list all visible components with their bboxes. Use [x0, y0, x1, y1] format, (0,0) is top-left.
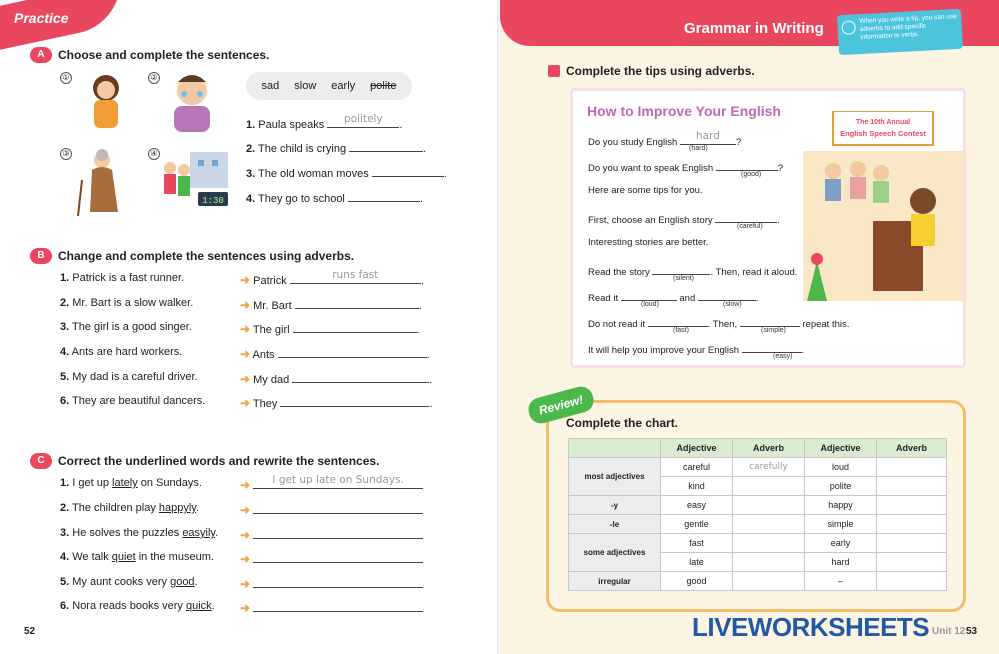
chart-answer-cell[interactable]: [877, 572, 947, 591]
tip-row-8: Do not read it . Then, repeat this.: [588, 315, 849, 330]
c-answer-line-6: [240, 600, 423, 615]
contest-sign-line-1: The 10th Annual: [855, 119, 911, 126]
tip-blank[interactable]: [648, 315, 708, 327]
arrow-right-icon: ➜: [240, 528, 251, 542]
chart-answer-cell[interactable]: [877, 458, 947, 477]
answer-blank[interactable]: [372, 165, 444, 177]
chart-answer-cell[interactable]: [733, 534, 805, 553]
answer-blank[interactable]: [295, 297, 419, 309]
chart-cell: polite: [805, 477, 877, 496]
chart-category: -y: [569, 496, 661, 515]
pencil-icon: [548, 65, 560, 77]
arrow-right-icon: ➜: [240, 478, 251, 492]
chart-row: [569, 496, 947, 515]
tip-row-6: Read the story . Then, read it aloud.: [588, 263, 797, 278]
hint-label: (fast): [673, 327, 689, 334]
review-heading: [566, 416, 678, 430]
tip-blank[interactable]: [742, 341, 802, 353]
underlined-word: quiet: [111, 551, 136, 563]
c-answer-line-2: [240, 502, 423, 517]
hint-label: (easy): [773, 353, 793, 360]
answer-blank[interactable]: [278, 346, 427, 358]
chart-category: some adjectives: [569, 534, 661, 572]
crying-boy-image: [160, 68, 224, 134]
arrow-right-icon: ➜: [240, 503, 251, 517]
chart-row: [569, 458, 947, 477]
hint-label: (careful): [737, 223, 763, 230]
answer-blank[interactable]: [349, 140, 423, 152]
underlined-word: good: [170, 576, 195, 588]
lightbulb-icon: [841, 20, 856, 35]
answer-blank[interactable]: I get up late on Sundays.: [253, 477, 423, 489]
tip-box: [837, 9, 963, 55]
a-item-1: 1. Paula speaks politely .: [246, 113, 403, 131]
answer-blank[interactable]: [253, 600, 423, 612]
answer-blank[interactable]: [253, 576, 423, 588]
tip-blank[interactable]: [716, 159, 778, 171]
chart-answer-cell[interactable]: carefully: [733, 458, 805, 477]
c-item-3: 3. He solves the puzzles easyily.: [60, 527, 219, 539]
arrow-right-icon: ➜: [240, 322, 251, 336]
chart-cell: careful: [661, 458, 733, 477]
contest-sign-line-2: English Speech Contest: [840, 129, 926, 138]
chart-answer-cell[interactable]: [733, 553, 805, 572]
chart-cell: late: [661, 553, 733, 572]
picture-number-3: ③: [60, 148, 72, 160]
hint-label: (loud): [641, 301, 659, 308]
old-woman-image: [72, 146, 136, 218]
tip-blank[interactable]: [652, 263, 710, 275]
tip-blank[interactable]: [621, 289, 677, 301]
answer-blank[interactable]: [280, 395, 429, 407]
answer-blank[interactable]: [293, 321, 417, 333]
tip-blank[interactable]: hard: [680, 133, 736, 145]
answer-blank[interactable]: [292, 371, 429, 383]
chart-answer-cell[interactable]: [733, 496, 805, 515]
section-a-badge: A: [30, 47, 52, 63]
chart-cell: –: [805, 572, 877, 591]
page-number-right: 53: [966, 626, 978, 637]
arrow-right-icon: ➜: [240, 372, 251, 386]
girl-speaking-image: [76, 68, 136, 134]
a-item-2: 2. The child is crying .: [246, 140, 426, 155]
c-item-5: 5. My aunt cooks very good.: [60, 576, 198, 588]
b-answer-line-6: ➜ They .: [240, 396, 433, 410]
page-number-left: 52: [24, 626, 36, 637]
tip-text: When you write a tip, you can use adverbs to add specific information to verbs.: [859, 13, 958, 42]
chart-cell: simple: [805, 515, 877, 534]
b-item-3: 3. The girl is a good singer.: [60, 321, 192, 333]
section-c-instruction: Correct the underlined words and rewrite the sentences.: [58, 454, 380, 468]
tips-panel-title: How to Improve Your English: [587, 103, 781, 119]
b-item-2: 2. Mr. Bart is a slow walker.: [60, 297, 194, 309]
b-answer-line-4: ➜ Ants .: [240, 347, 430, 361]
picture-number-1: ①: [60, 72, 72, 84]
chart-answer-cell[interactable]: [733, 515, 805, 534]
section-b-heading: [30, 248, 354, 264]
grammar-in-writing-title: Grammar in Writing: [684, 20, 824, 37]
hint-label: (hard): [689, 145, 708, 152]
adverb-chart: [568, 438, 947, 591]
chart-header: Adverb: [877, 439, 947, 458]
b-answer-line-5: ➜ My dad .: [240, 372, 433, 386]
underlined-word: lately: [112, 477, 138, 489]
chart-answer-cell[interactable]: [877, 553, 947, 572]
underlined-word: easyily: [182, 527, 216, 539]
kids-school-image: [158, 146, 230, 212]
chart-header: Adjective: [805, 439, 877, 458]
b-item-5: 5. My dad is a careful driver.: [60, 371, 198, 383]
chart-row: [569, 515, 947, 534]
answer-blank[interactable]: runs fast: [290, 272, 421, 284]
section-a-instruction: Choose and complete the sentences.: [58, 48, 270, 62]
b-answer-line-3: ➜ The girl .: [240, 322, 420, 336]
tip-blank[interactable]: [715, 211, 777, 223]
picture-number-2: ②: [148, 72, 160, 84]
hint-label: (good): [741, 171, 762, 178]
chart-cell: gentle: [661, 515, 733, 534]
clock-readout: 1:30: [202, 196, 224, 206]
chart-cell: hard: [805, 553, 877, 572]
liveworksheets-watermark[interactable]: LIVEWORKSHEETS: [692, 612, 930, 642]
chart-cell: good: [661, 572, 733, 591]
speech-contest-illustration: [803, 111, 963, 331]
review-instruction: Complete the chart.: [566, 416, 679, 430]
chart-answer-cell[interactable]: [877, 496, 947, 515]
tip-row-7: Read it and .: [588, 289, 759, 304]
tip-row-3: Here are some tips for you.: [588, 185, 703, 196]
section-c-heading: [30, 453, 379, 469]
chart-cell: happy: [805, 496, 877, 515]
word-bank: [246, 72, 412, 100]
chart-category: irregular: [569, 572, 661, 591]
word-bank-item: sad: [261, 80, 280, 92]
tips-heading: [548, 64, 755, 78]
chart-cell: loud: [805, 458, 877, 477]
c-answer-line-1: [240, 474, 423, 492]
hint-label: (simple): [761, 327, 786, 334]
unit-label: Unit 12: [932, 626, 966, 637]
answer-blank[interactable]: [348, 190, 420, 202]
section-b-instruction: Change and complete the sentences using adverbs.: [58, 249, 355, 263]
a-item-3: 3. The old woman moves .: [246, 165, 447, 180]
word-bank-item: slow: [294, 80, 317, 92]
tips-instruction: Complete the tips using adverbs.: [566, 64, 755, 78]
c-item-1: 1. I get up lately on Sundays.: [60, 477, 202, 489]
c-item-2: 2. The children play happyly.: [60, 502, 200, 514]
tip-blank[interactable]: [698, 289, 756, 301]
hint-label: (slow): [723, 301, 742, 308]
b-answer-line-2: ➜ Mr. Bart .: [240, 298, 422, 312]
answer-blank[interactable]: politely: [327, 116, 399, 128]
underlined-word: quick: [185, 600, 212, 612]
tips-panel: [570, 88, 966, 368]
chart-category: most adjectives: [569, 458, 661, 496]
right-page: [500, 0, 999, 654]
practice-title: Practice: [14, 10, 69, 26]
arrow-right-icon: ➜: [240, 577, 251, 591]
review-badge: Review!: [526, 384, 596, 426]
chart-row: [569, 572, 947, 591]
arrow-right-icon: ➜: [240, 298, 251, 312]
chart-category: -le: [569, 515, 661, 534]
arrow-right-icon: ➜: [240, 273, 251, 287]
tip-row-2: Do you want to speak English ?: [588, 159, 783, 174]
chart-header-row: [569, 439, 947, 458]
arrow-right-icon: ➜: [240, 601, 251, 615]
chart-header: Adverb: [733, 439, 805, 458]
c-answer-line-3: [240, 527, 423, 542]
tip-row-5: Interesting stories are better.: [588, 237, 709, 248]
b-item-4: 4. Ants are hard workers.: [60, 346, 183, 358]
arrow-right-icon: ➜: [240, 552, 251, 566]
chart-answer-cell[interactable]: [733, 572, 805, 591]
chart-answer-cell[interactable]: [733, 477, 805, 496]
answer-blank[interactable]: [253, 502, 423, 514]
section-b-badge: B: [30, 248, 52, 264]
arrow-right-icon: ➜: [240, 347, 251, 361]
tip-row-1: Do you study English hard ?: [588, 130, 742, 148]
arrow-right-icon: ➜: [240, 396, 251, 410]
answer-blank[interactable]: [253, 551, 423, 563]
picture-number-4: ④: [148, 148, 160, 160]
word-bank-item-used: polite: [370, 80, 397, 92]
tip-blank[interactable]: [740, 315, 800, 327]
answer-blank[interactable]: [253, 527, 423, 539]
section-c-badge: C: [30, 453, 52, 469]
a-item-4: 4. They go to school .: [246, 190, 423, 205]
b-item-6: 6. They are beautiful dancers.: [60, 395, 206, 407]
underlined-word: happyly: [158, 502, 196, 514]
chart-header: Adjective: [661, 439, 733, 458]
chart-corner: [569, 439, 661, 458]
chart-cell: early: [805, 534, 877, 553]
b-item-1: 1. Patrick is a fast runner.: [60, 272, 185, 284]
c-answer-line-5: [240, 576, 423, 591]
chart-answer-cell[interactable]: [877, 534, 947, 553]
hint-label: (silent): [673, 275, 695, 282]
chart-cell: easy: [661, 496, 733, 515]
chart-answer-cell[interactable]: [877, 477, 947, 496]
word-bank-item: early: [331, 80, 356, 92]
section-a-heading: [30, 47, 269, 63]
chart-answer-cell[interactable]: [877, 515, 947, 534]
c-item-6: 6. Nora reads books very quick.: [60, 600, 215, 612]
tip-row-4: First, choose an English story .: [588, 211, 780, 226]
chart-cell: kind: [661, 477, 733, 496]
chart-cell: fast: [661, 534, 733, 553]
b-answer-line-1: ➜ Patrick runs fast .: [240, 269, 424, 287]
chart-row: [569, 534, 947, 553]
c-item-4: 4. We talk quiet in the museum.: [60, 551, 214, 563]
tip-row-9: It will help you improve your English .: [588, 341, 804, 356]
c-answer-line-4: [240, 551, 423, 566]
